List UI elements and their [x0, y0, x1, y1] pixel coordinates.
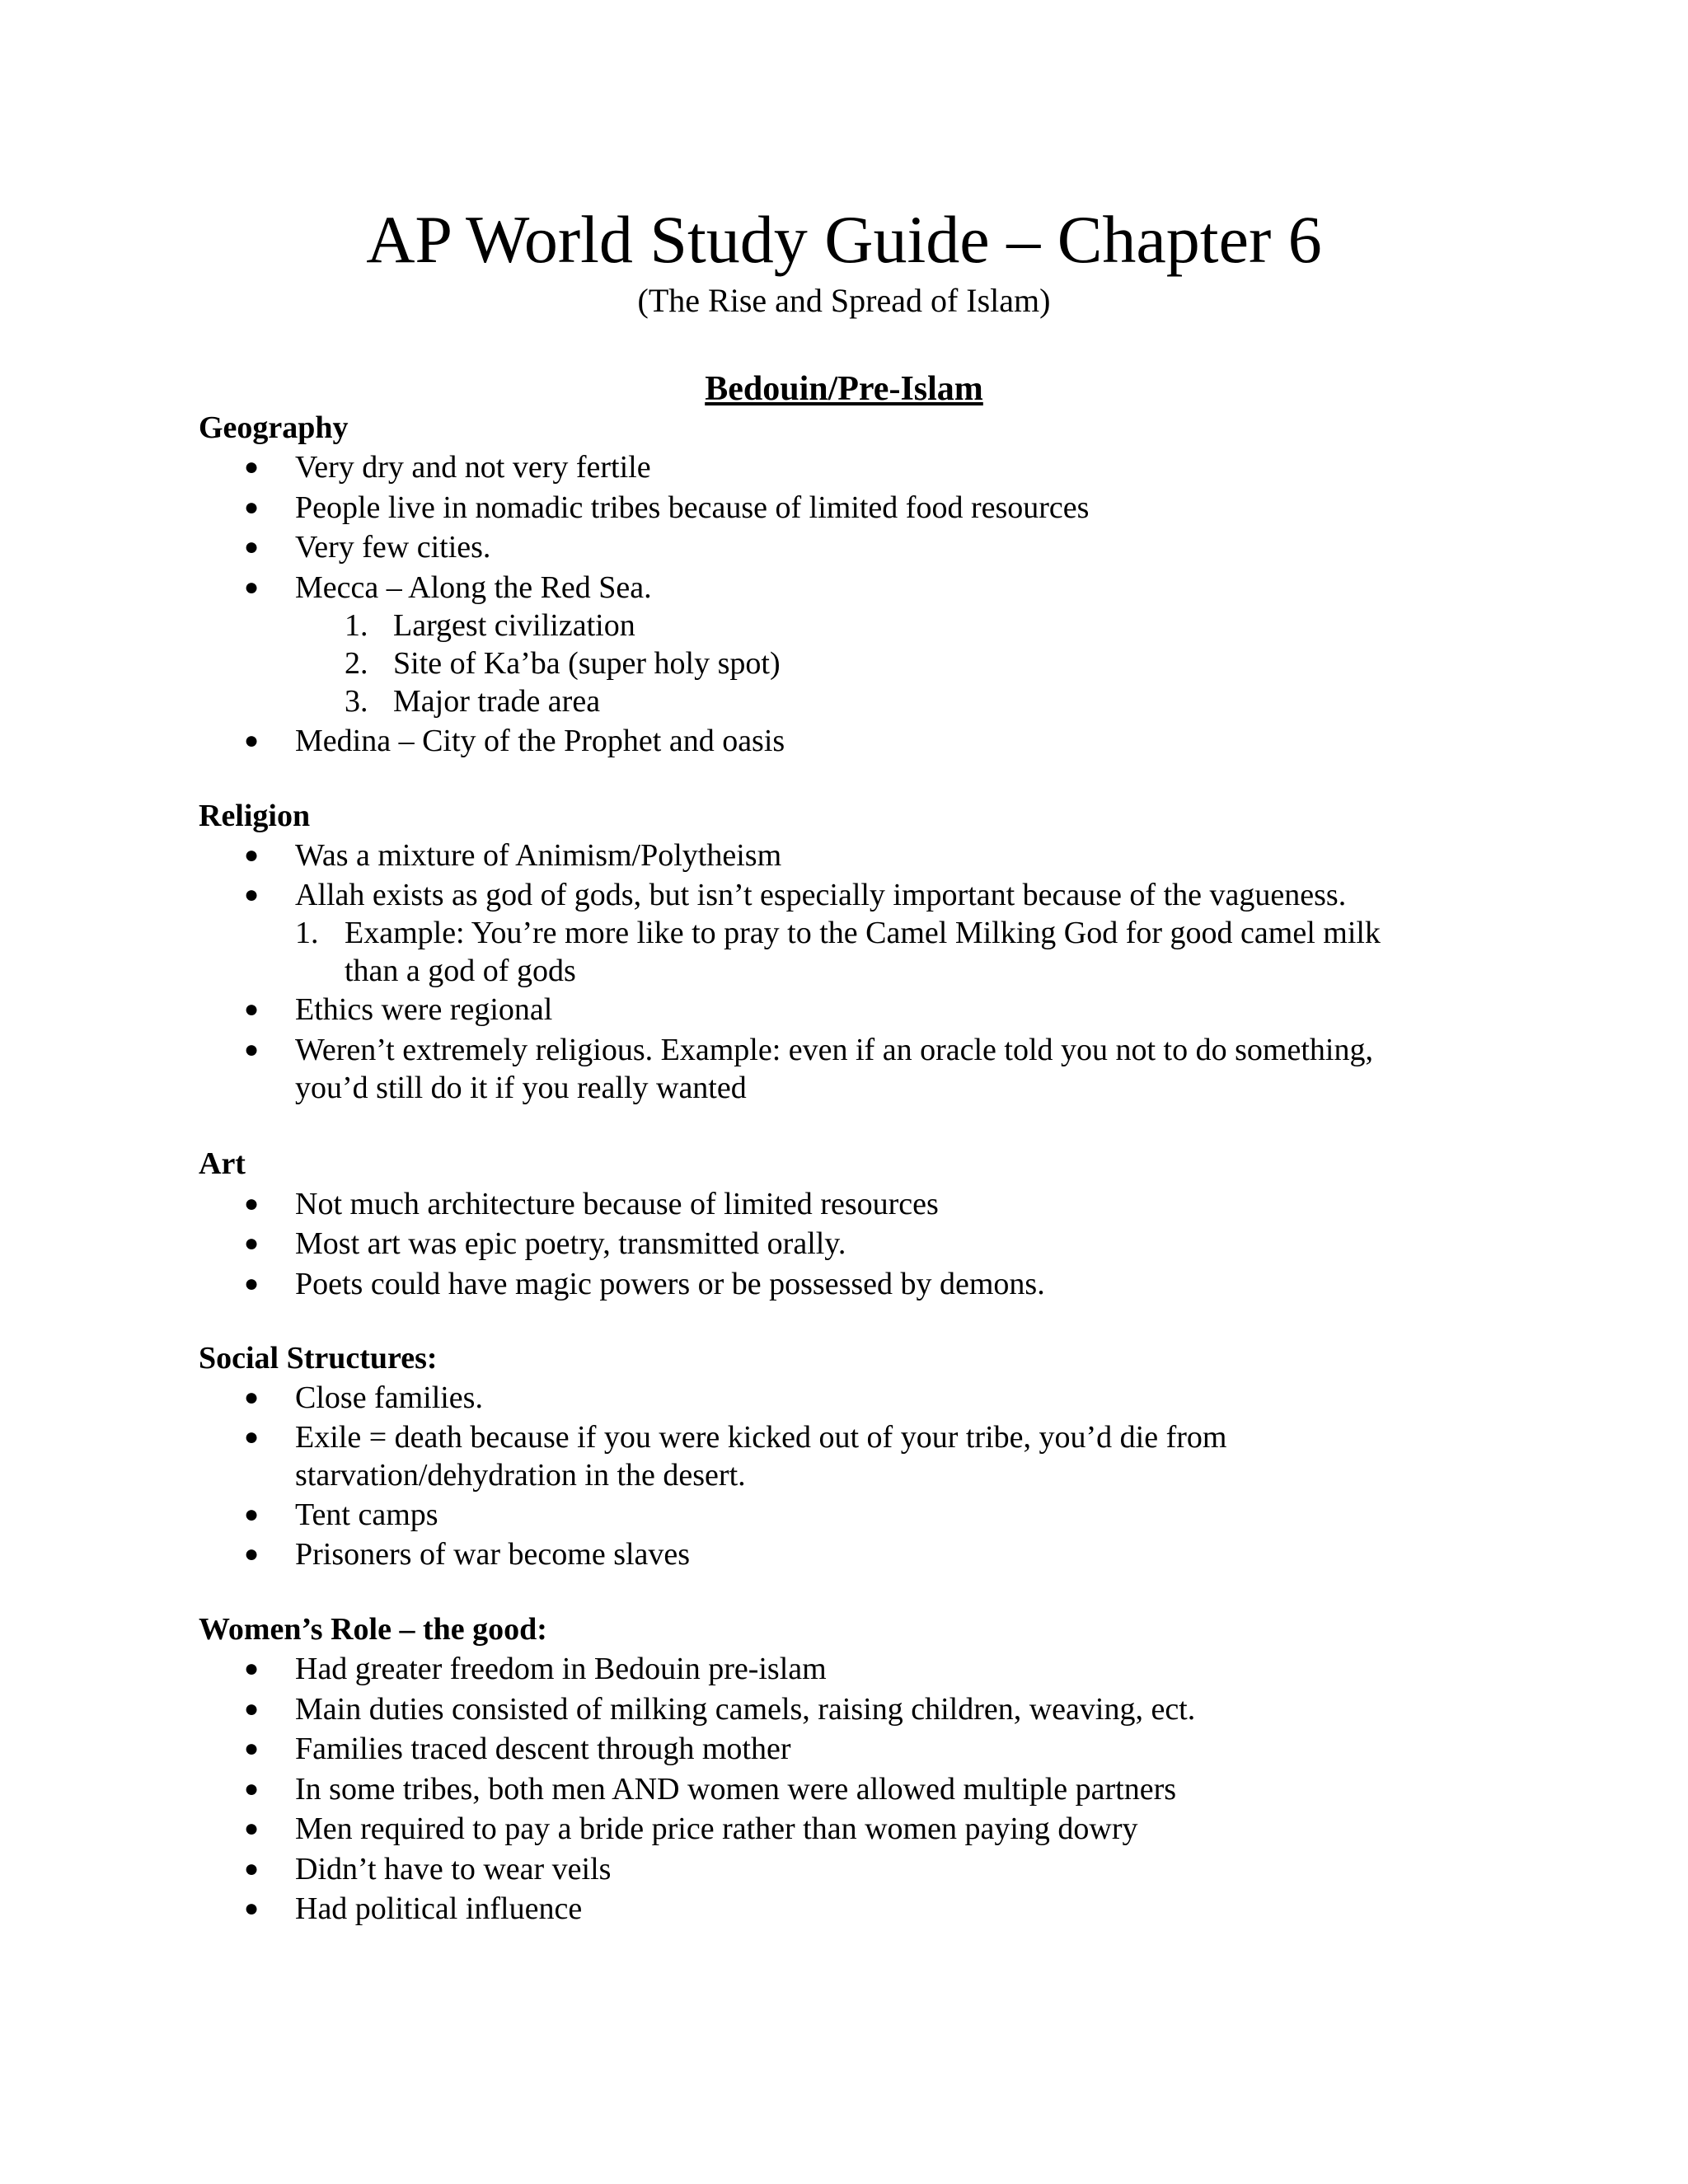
list-number: 3. — [345, 684, 368, 719]
art-heading: Art — [199, 1146, 246, 1181]
women-item: In some tribes, both men AND women were allowed multiple partners — [295, 1772, 1177, 1807]
mecca-point: Largest civilization — [393, 608, 635, 643]
religion-item: Allah exists as god of gods, but isn’t especially important because of the vagueness. — [295, 878, 1347, 912]
women-item: Main duties consisted of milking camels, raising children, weaving, ect. — [295, 1692, 1196, 1727]
bullet-icon: ● — [244, 1540, 260, 1568]
bullet-icon: ● — [244, 1855, 260, 1882]
religion-item: you’d still do it if you really wanted — [295, 1071, 747, 1105]
geography-item: Very dry and not very fertile — [295, 450, 651, 485]
geography-heading: Geography — [199, 410, 349, 445]
bullet-icon: ● — [244, 1655, 260, 1682]
bullet-icon: ● — [244, 1775, 260, 1802]
bullet-icon: ● — [244, 1423, 260, 1451]
geography-item: People live in nomadic tribes because of limited food resources — [295, 490, 1090, 525]
bullet-icon: ● — [244, 1695, 260, 1722]
religion-example: than a god of gods — [345, 954, 576, 988]
bullet-icon: ● — [244, 1270, 260, 1297]
women-item: Families traced descent through mother — [295, 1732, 791, 1766]
women-item: Men required to pay a bride price rather than women paying dowry — [295, 1811, 1138, 1846]
social-item: Tent camps — [295, 1497, 438, 1532]
geography-item: Very few cities. — [295, 530, 491, 565]
women-item: Didn’t have to wear veils — [295, 1852, 612, 1886]
bullet-icon: ● — [244, 494, 260, 521]
art-item: Most art was epic poetry, transmitted orally. — [295, 1226, 846, 1261]
women-heading: Women’s Role – the good: — [199, 1612, 547, 1647]
list-number: 2. — [345, 646, 368, 681]
art-item: Not much architecture because of limited resources — [295, 1187, 939, 1221]
bullet-icon: ● — [244, 533, 260, 560]
women-item: Had political influence — [295, 1891, 583, 1926]
religion-item: Weren’t extremely religious. Example: even if an oracle told you not to do something, — [295, 1033, 1373, 1067]
social-item: Close families. — [295, 1380, 483, 1415]
page-title: AP World Study Guide – Chapter 6 — [366, 202, 1322, 277]
geography-item: Medina – City of the Prophet and oasis — [295, 724, 785, 758]
bullet-icon: ● — [244, 1735, 260, 1762]
social-item: Exile = death because if you were kicked out of your tribe, you’d die from — [295, 1420, 1227, 1455]
social-heading: Social Structures: — [199, 1341, 438, 1376]
mecca-point: Major trade area — [393, 684, 601, 719]
religion-item: Was a mixture of Animism/Polytheism — [295, 838, 782, 873]
geography-item: Mecca – Along the Red Sea. — [295, 570, 652, 605]
bullet-icon: ● — [244, 1815, 260, 1842]
religion-item: Ethics were regional — [295, 992, 553, 1027]
bullet-icon: ● — [244, 996, 260, 1023]
bullet-icon: ● — [244, 881, 260, 908]
bullet-icon: ● — [244, 574, 260, 601]
bullet-icon: ● — [244, 1895, 260, 1922]
social-item: Prisoners of war become slaves — [295, 1537, 691, 1572]
bullet-icon: ● — [244, 727, 260, 754]
religion-heading: Religion — [199, 799, 311, 833]
art-item: Poets could have magic powers or be possessed by demons. — [295, 1267, 1045, 1301]
religion-example: Example: You’re more like to pray to the Camel Milking God for good camel milk — [345, 916, 1381, 950]
bullet-icon: ● — [244, 1190, 260, 1217]
section-title: Bedouin/Pre-Islam — [705, 370, 983, 408]
list-number: 1. — [345, 608, 368, 643]
mecca-point: Site of Ka’ba (super holy spot) — [393, 646, 781, 681]
page-subtitle: (The Rise and Spread of Islam) — [637, 282, 1051, 319]
bullet-icon: ● — [244, 1036, 260, 1063]
bullet-icon: ● — [244, 1384, 260, 1411]
bullet-icon: ● — [244, 1230, 260, 1257]
women-item: Had greater freedom in Bedouin pre-islam — [295, 1652, 827, 1686]
bullet-icon: ● — [244, 1501, 260, 1528]
list-number: 1. — [295, 916, 319, 950]
bullet-icon: ● — [244, 841, 260, 869]
bullet-icon: ● — [244, 453, 260, 480]
social-item: starvation/dehydration in the desert. — [295, 1458, 746, 1493]
